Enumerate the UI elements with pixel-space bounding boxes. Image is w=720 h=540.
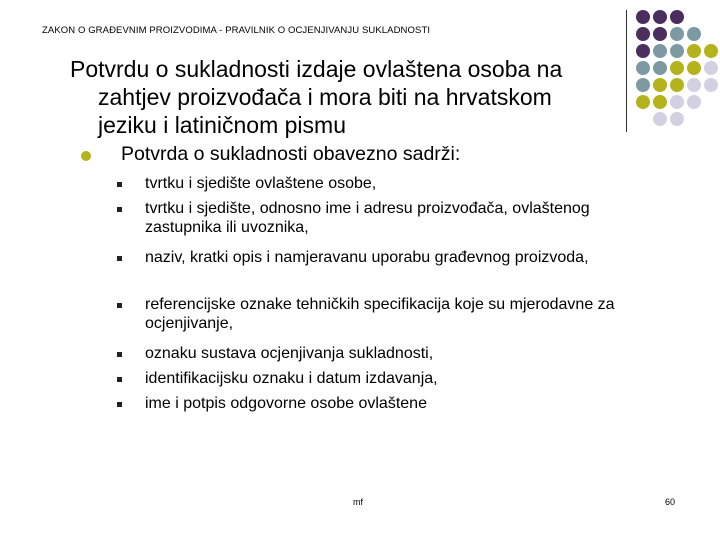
decor-dot	[636, 10, 650, 24]
title-line-2: zahtjev proizvođača i mora biti na hrvatskom	[98, 84, 552, 110]
sub-bullet-marker	[117, 256, 122, 261]
decor-dot	[636, 78, 650, 92]
sub-bullet-marker	[117, 303, 122, 308]
slide-header: ZAKON O GRAĐEVNIM PROIZVODIMA - PRAVILNIK O OCJENJIVANJU SUKLADNOSTI	[42, 25, 431, 36]
sub-bullet-item: tvrtku i sjedište, odnosno ime i adresu proizvođača, ovlaštenog zastupnika ili uvoznika,	[145, 200, 590, 236]
sub-bullet-marker	[117, 352, 122, 357]
sub-bullet-marker	[117, 402, 122, 407]
sub-bullet-item: tvrtku i sjedište ovlaštene osobe,	[145, 175, 377, 192]
decor-dot	[687, 78, 701, 92]
sub-bullet-item: identifikacijsku oznaku i datum izdavanja,	[145, 370, 438, 387]
decor-dot	[653, 27, 667, 41]
sub-bullet-item: naziv, kratki opis i namjeravanu uporabu građevnog proizvoda,	[145, 249, 589, 266]
decor-dot	[653, 78, 667, 92]
decor-dot	[704, 44, 718, 58]
sub-bullet-item: referencijske oznake tehničkih specifikacija koje su mjerodavne za ocjenjivanje,	[145, 296, 615, 332]
title-line-3: jeziku i latiničnom pismu	[98, 112, 346, 138]
decor-dot	[653, 10, 667, 24]
decor-dot	[670, 78, 684, 92]
decor-dot	[670, 95, 684, 109]
sub-bullet-marker	[117, 377, 122, 382]
decor-dot	[687, 44, 701, 58]
sub-bullet-marker	[117, 207, 122, 212]
decor-dot	[636, 27, 650, 41]
decor-dot	[704, 78, 718, 92]
decor-dot	[653, 112, 667, 126]
decor-dot	[653, 44, 667, 58]
decor-dot	[704, 61, 718, 75]
decor-dot	[670, 27, 684, 41]
decor-dot	[636, 95, 650, 109]
decor-dot	[653, 61, 667, 75]
decor-dot	[636, 61, 650, 75]
decor-dot	[670, 112, 684, 126]
sub-bullet-marker	[117, 182, 122, 187]
decor-dot	[687, 95, 701, 109]
decor-dot	[670, 44, 684, 58]
main-bullet-icon	[81, 151, 91, 161]
sub-bullet-item: oznaku sustava ocjenjivanja sukladnosti,	[145, 345, 434, 362]
decor-dot	[636, 44, 650, 58]
decor-dot	[670, 10, 684, 24]
sub-bullet-item: ime i potpis odgovorne osobe ovlaštene	[145, 395, 427, 412]
slide-title	[70, 55, 630, 139]
page-number: 60	[665, 497, 676, 507]
decor-dot	[653, 95, 667, 109]
decor-dot	[687, 61, 701, 75]
title-line-1: Potvrdu o sukladnosti izdaje ovlaštena osoba na	[70, 56, 563, 82]
main-bullet-text: Potvrda o sukladnosti obavezno sadrži:	[121, 143, 461, 165]
decor-dot	[670, 61, 684, 75]
footer-center-text: mf	[353, 497, 363, 507]
decor-dot	[687, 27, 701, 41]
